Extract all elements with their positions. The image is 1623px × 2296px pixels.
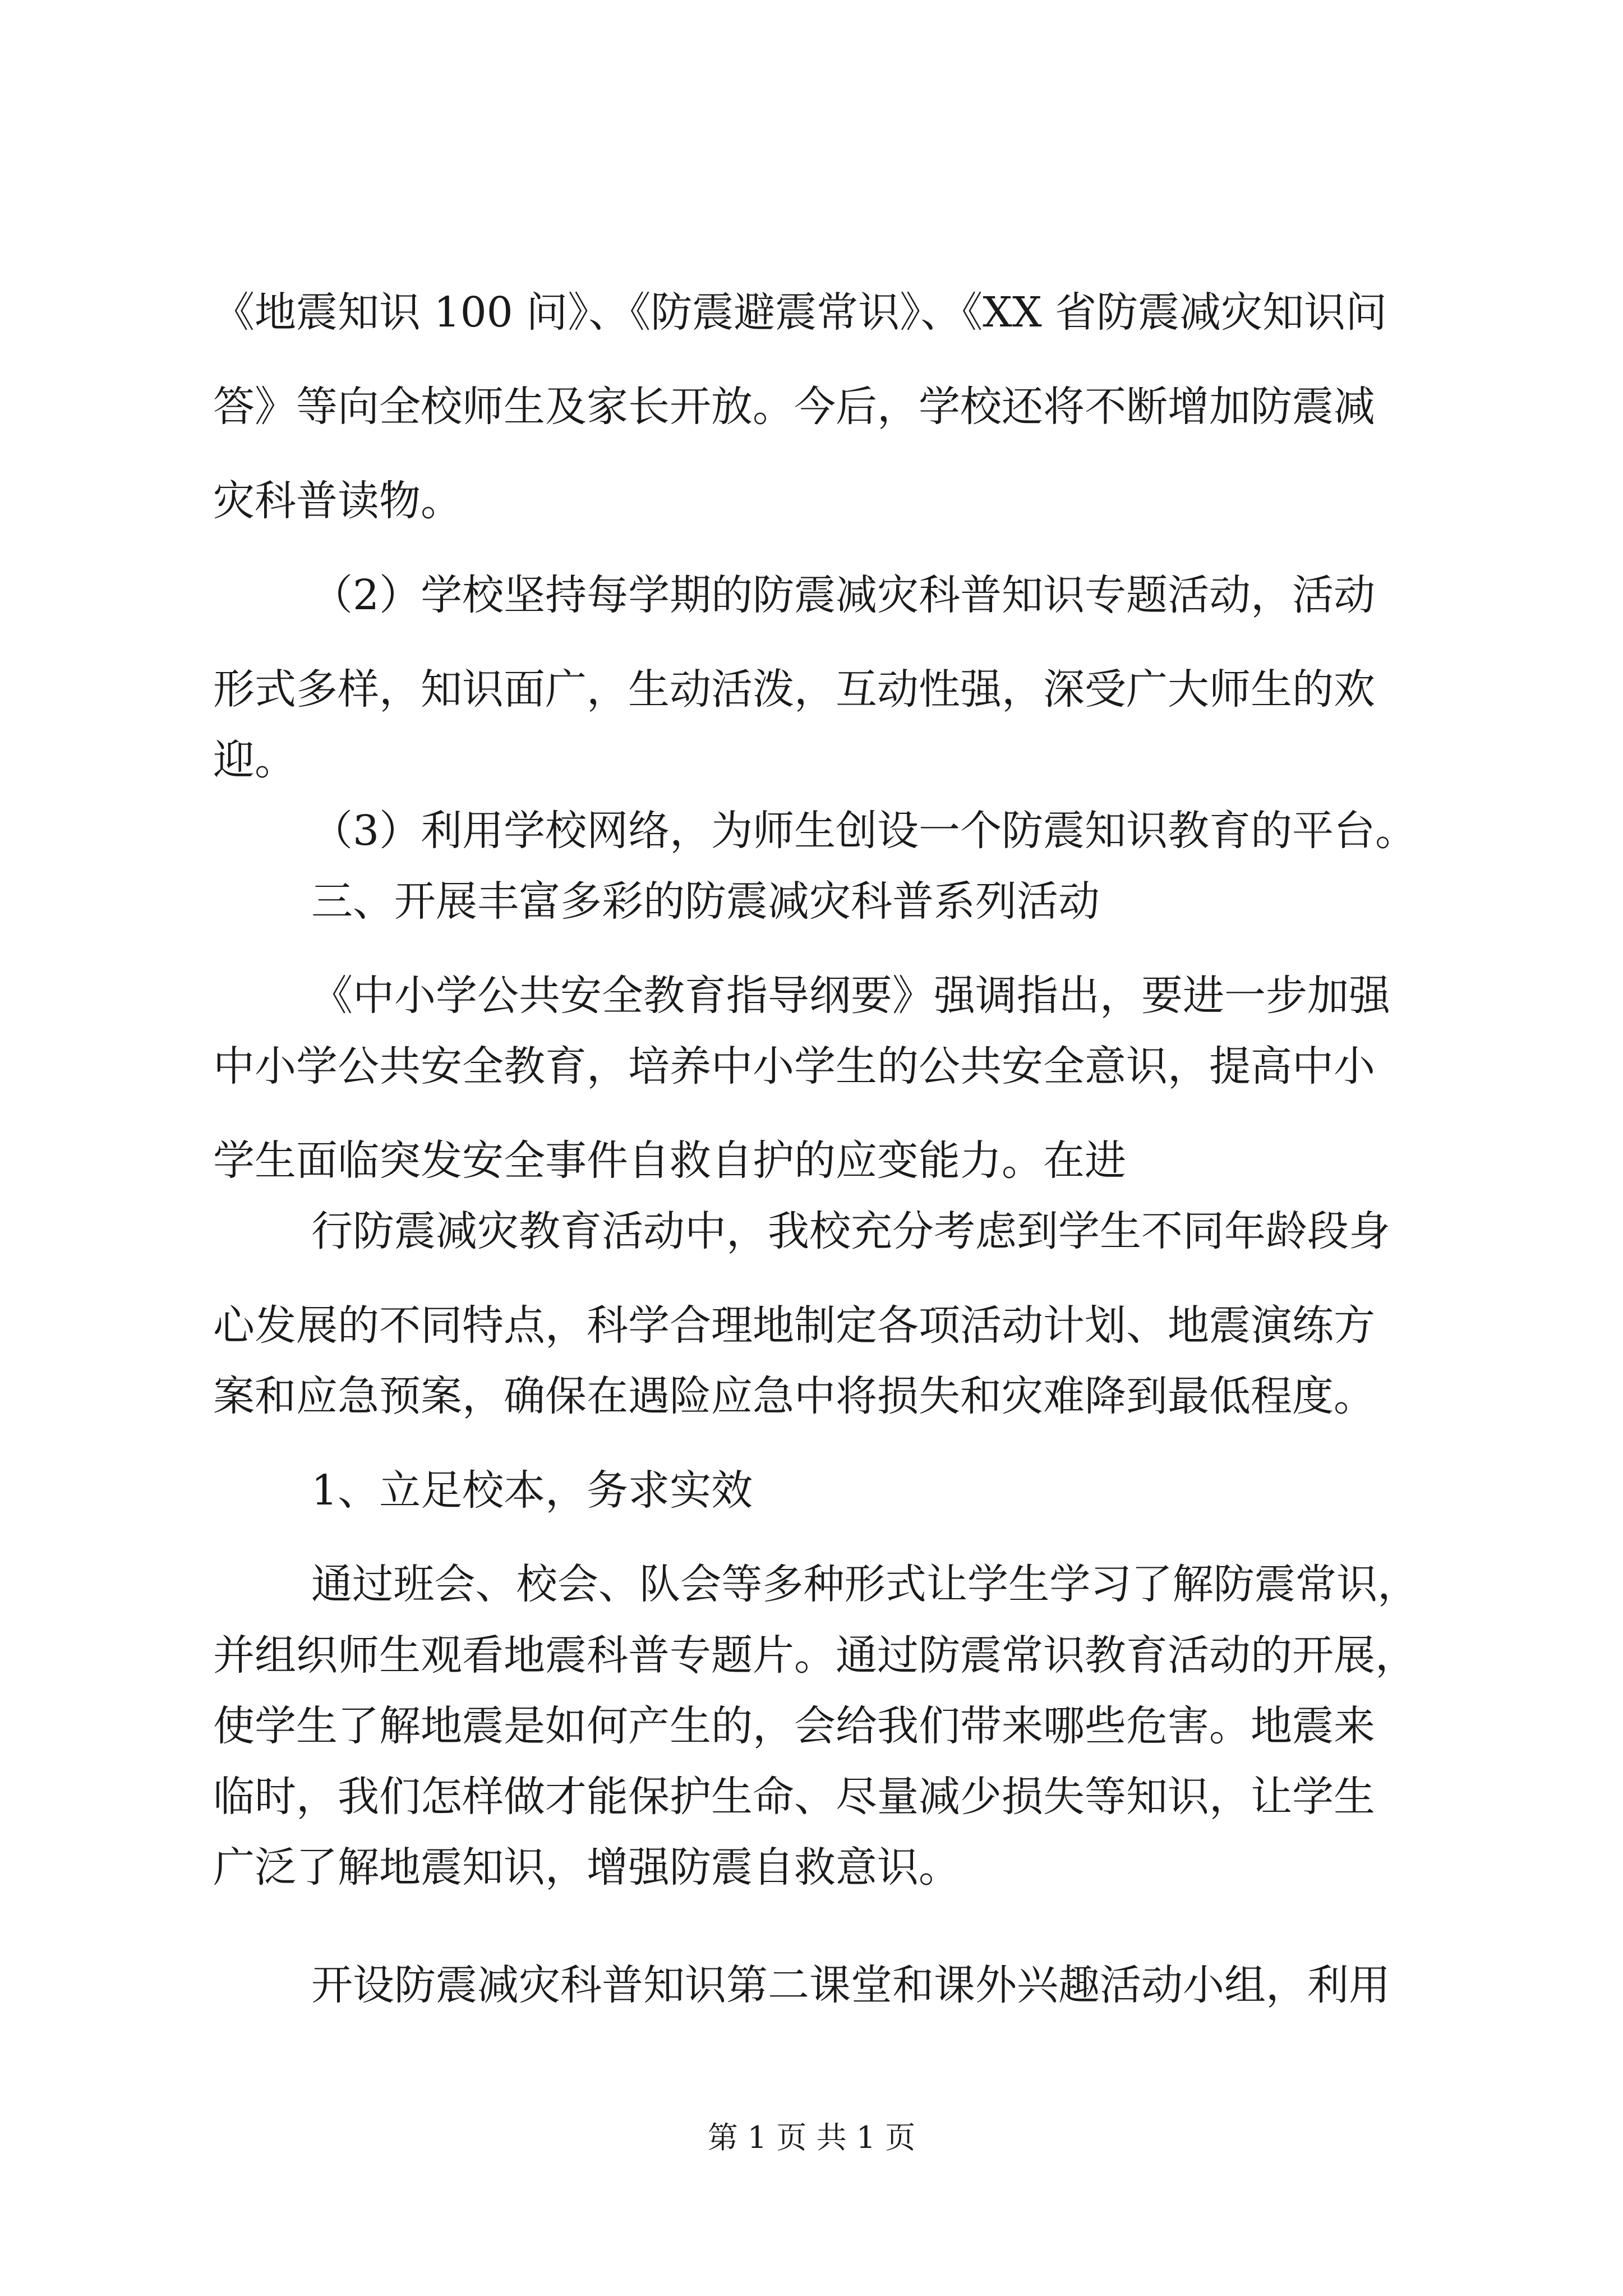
text-line: 学生面临突发安全事件自救自护的应变能力。在进 <box>213 1137 1126 1185</box>
section-heading: 三、开展丰富多彩的防震减灾科普系列活动 <box>311 877 1100 926</box>
text-line: 案和应急预案，确保在遇险应急中将损失和灾难降到最低程度。 <box>213 1372 1375 1420</box>
text-line: 并组织师生观看地震科普专题片。通过防震常识教育活动的开展， <box>213 1631 1417 1680</box>
text-line: 灾科普读物。 <box>213 477 462 525</box>
text-line: 迎。 <box>213 736 296 784</box>
page-footer: 第 1 页 共 1 页 <box>707 2120 916 2155</box>
subsection-heading: 1、立足校本，务求实效 <box>311 1466 753 1515</box>
text-line: 使学生了解地震是如何产生的，会给我们带来哪些危害。地震来 <box>213 1702 1375 1750</box>
text-line: 答》等向全校师生及家长开放。今后，学校还将不断增加防震减 <box>213 383 1375 431</box>
text-line: （2）学校坚持每学期的防震减灾科普知识专题活动，活动 <box>311 571 1376 619</box>
text-line: 《地震知识 100 问》、《防震避震常识》、《XX 省防震减灾知识问 <box>213 288 1387 337</box>
text-line: 临时，我们怎样做才能保护生命、尽量减少损失等知识，让学生 <box>213 1773 1375 1821</box>
text-line: （3）利用学校网络，为师生创设一个防震知识教育的平台。 <box>311 807 1417 855</box>
text-line: 心发展的不同特点，科学合理地制定各项活动计划、地震演练方 <box>213 1301 1375 1350</box>
text-line: 中小学公共安全教育，培养中小学生的公共安全意识，提高中小 <box>213 1042 1375 1091</box>
text-line: 《中小学公共安全教育指导纲要》强调指出，要进一步加强 <box>311 972 1390 1020</box>
text-line: 开设防震减灾科普知识第二课堂和课外兴趣活动小组，利用 <box>311 1961 1390 2009</box>
text-line: 通过班会、校会、队会等多种形式让学生学习了解防震常识， <box>311 1561 1419 1608</box>
text-line: 行防震减灾教育活动中，我校充分考虑到学生不同年龄段身 <box>311 1207 1390 1255</box>
text-line: 广泛了解地震知识，增强防震自救意识。 <box>213 1843 960 1892</box>
text-line: 形式多样，知识面广，生动活泼，互动性强，深受广大师生的欢 <box>213 665 1375 714</box>
